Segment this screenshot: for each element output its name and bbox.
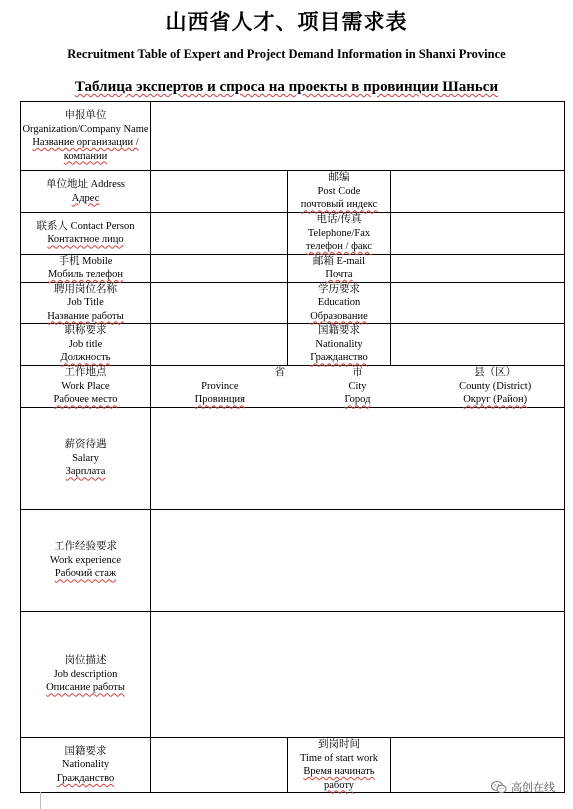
city-en: City <box>348 380 367 392</box>
field-email[interactable] <box>391 254 565 282</box>
label-contact <box>21 213 151 255</box>
title-russian <box>0 79 573 96</box>
email-zh: 邮箱 E-mail <box>312 255 366 267</box>
row-workplace <box>21 366 565 408</box>
field-mobile[interactable] <box>151 254 288 282</box>
contact-zh: 联系人 Contact Person <box>36 220 135 232</box>
field-workplace[interactable] <box>151 366 565 408</box>
city-ru: Город <box>344 394 371 406</box>
province-ru: Провинция <box>194 394 246 406</box>
label-education <box>288 282 391 324</box>
row-contact <box>21 213 565 255</box>
label-mobile <box>21 254 151 282</box>
label-experience <box>21 510 151 612</box>
description-zh: 岗位描述 <box>64 655 107 667</box>
label-email <box>288 254 391 282</box>
mobile-ru: Мобиль телефон <box>48 269 123 280</box>
description-ru: Описание работы <box>46 682 125 694</box>
label-salary <box>21 408 151 510</box>
nationality2-zh: 国籍要求 <box>64 745 107 757</box>
field-postcode[interactable] <box>391 171 565 213</box>
field-education[interactable] <box>391 282 565 324</box>
tel-en: Telephone/Fax <box>307 227 371 239</box>
row-address <box>21 171 565 213</box>
province-en: Province <box>201 380 239 392</box>
field-contact[interactable] <box>151 213 288 255</box>
county-en: County (District) <box>459 380 532 392</box>
wechat-icon <box>491 781 507 794</box>
org-zh: 申报单位 <box>64 110 107 121</box>
title-chinese: 山西省人才、项目需求表 <box>165 10 408 34</box>
education-zh: 学历要求 <box>318 283 360 295</box>
description-en: Job description <box>53 668 118 680</box>
nationality1-ru: Гражданство <box>310 352 368 364</box>
experience-zh: 工作经验要求 <box>54 541 117 553</box>
title-russian-text: Таблица экспертов и спроса на проекты в провинции Шаньси <box>74 79 499 95</box>
address-ru: Адрес <box>71 192 100 204</box>
label-telephone <box>288 213 391 255</box>
demand-form-table <box>20 101 565 793</box>
postcode-en: Post Code <box>317 185 361 197</box>
county-zh: 县（区） <box>474 367 517 379</box>
field-position[interactable] <box>151 324 288 366</box>
address-zh: 单位地址 Address <box>45 179 126 190</box>
workplace-city[interactable] <box>289 366 427 407</box>
field-telephone[interactable] <box>391 213 565 255</box>
contact-ru: Контактное лицо <box>47 234 124 246</box>
row-description <box>21 612 565 738</box>
salary-zh: 薪资待遇 <box>64 439 107 451</box>
org-en: Organization/Company Name <box>22 123 149 135</box>
salary-ru: Зарплата <box>65 466 106 478</box>
row-organization <box>21 102 565 171</box>
postcode-zh: 邮编 <box>328 172 350 184</box>
education-en: Education <box>317 297 361 308</box>
province-zh: 省 <box>274 367 286 379</box>
row-position <box>21 324 565 366</box>
nationality2-en: Nationality <box>61 759 110 771</box>
county-ru: Округ (Район) <box>463 394 528 406</box>
row-nationality-start <box>21 738 565 793</box>
starttime-ru: Время начинать работу <box>303 766 375 791</box>
workplace-zh: 工作地点 <box>64 367 107 379</box>
row-mobile <box>21 254 565 282</box>
postcode-ru: почтовый индекс <box>300 199 378 211</box>
watermark <box>491 779 555 795</box>
experience-en: Work experience <box>49 554 122 566</box>
tel-ru: телефон / факс <box>305 241 373 252</box>
label-organization <box>21 102 151 171</box>
label-nationality <box>288 324 391 366</box>
starttime-zh: 到岗时间 <box>318 739 360 750</box>
workplace-county[interactable] <box>426 366 564 407</box>
mobile-zh: 手机 Mobile <box>58 255 113 267</box>
email-ru: Почта <box>325 269 353 280</box>
row-experience <box>21 510 565 612</box>
label-postcode <box>288 171 391 213</box>
title-english-text: Recruitment Table of Expert and Project Demand Information in Shanxi Province <box>67 47 506 61</box>
field-jobtitle[interactable] <box>151 282 288 324</box>
field-salary[interactable] <box>151 408 565 510</box>
workplace-subfields <box>151 366 564 407</box>
city-zh: 市 <box>352 367 363 379</box>
starttime-en: Time of start work <box>299 752 379 764</box>
label-position <box>21 324 151 366</box>
salary-en: Salary <box>72 452 99 464</box>
page-edge-line <box>40 792 41 809</box>
field-address[interactable] <box>151 171 288 213</box>
field-nationality-2[interactable] <box>151 738 288 793</box>
row-salary <box>21 408 565 510</box>
field-organization[interactable] <box>151 102 565 171</box>
jobtitle-zh: 聘用岗位名称 <box>54 283 117 295</box>
label-address <box>21 171 151 213</box>
nationality2-ru: Гражданство <box>56 772 115 784</box>
label-workplace <box>21 366 151 408</box>
title-english <box>0 47 573 62</box>
position-ru: Должность <box>60 352 111 364</box>
workplace-ru: Рабочее место <box>53 394 118 406</box>
field-description[interactable] <box>151 612 565 738</box>
label-starttime <box>288 738 391 793</box>
workplace-en: Work Place <box>61 380 110 392</box>
education-ru: Образование <box>310 310 368 322</box>
tel-zh: 电话/传真 <box>316 214 362 225</box>
jobtitle-en: Job Title <box>67 297 104 308</box>
watermark-text: 高创在线 <box>511 781 555 794</box>
position-en: Job title <box>68 338 103 350</box>
position-zh: 职称要求 <box>64 325 107 337</box>
experience-ru: Рабочий стаж <box>54 568 117 580</box>
field-experience[interactable] <box>151 510 565 612</box>
workplace-province[interactable] <box>151 366 289 407</box>
row-jobtitle <box>21 282 565 324</box>
field-nationality[interactable] <box>391 324 565 366</box>
nationality1-en: Nationality <box>315 338 363 350</box>
label-nationality-2 <box>21 738 151 793</box>
label-description <box>21 612 151 738</box>
nationality1-zh: 国籍要求 <box>318 325 360 337</box>
jobtitle-ru: Название работы <box>47 310 124 322</box>
label-jobtitle <box>21 282 151 324</box>
org-ru: Название организации / компании <box>32 137 139 162</box>
